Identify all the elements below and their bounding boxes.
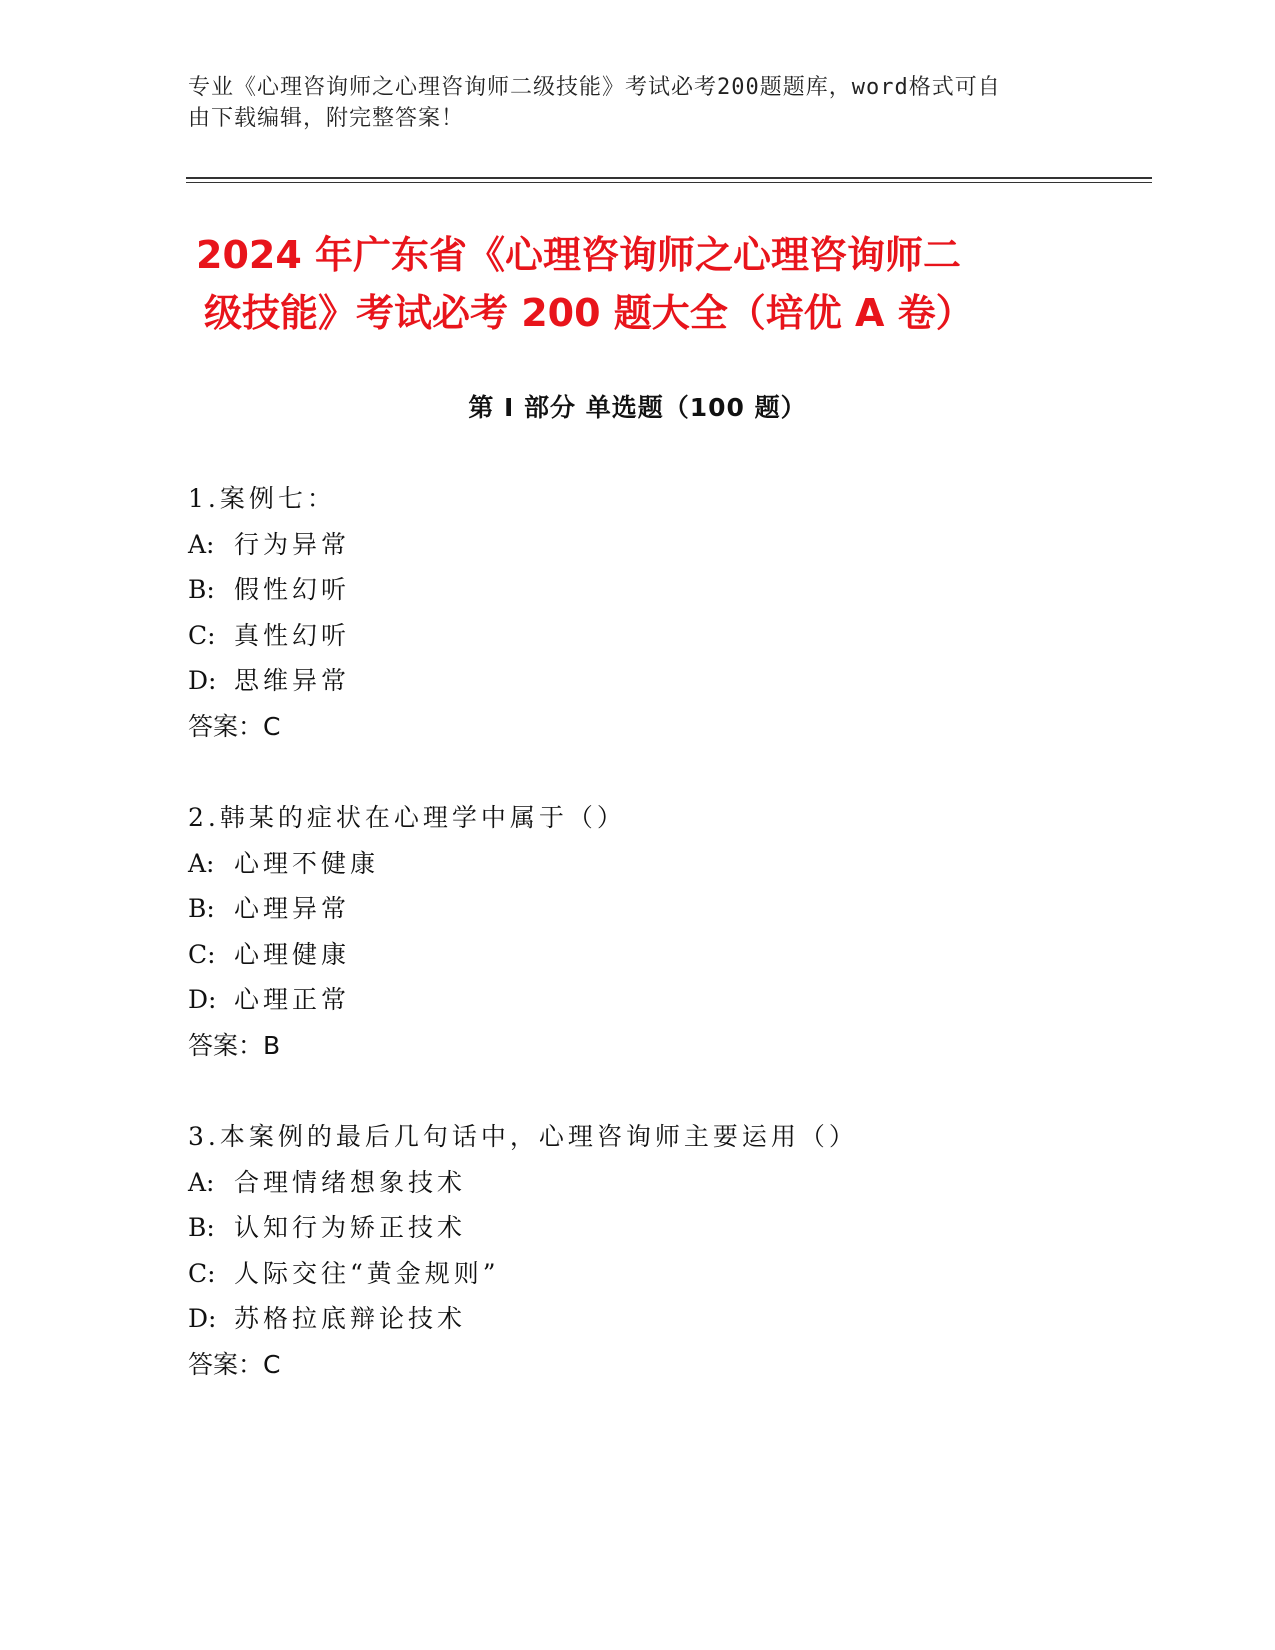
answer-label: 答案： — [188, 711, 264, 741]
option-d — [188, 977, 1088, 1023]
option-key: C: — [188, 939, 216, 969]
option-c — [188, 613, 1088, 659]
option-d — [188, 1296, 1088, 1342]
section-title: 第 I 部分 单选题（100 题） — [468, 393, 807, 422]
option-key: A: — [188, 848, 215, 878]
document-title — [196, 226, 1096, 342]
answer-value: B — [263, 1030, 281, 1060]
document-title-line-2: 级技能》考试必考 200 题大全（培优 A 卷） — [204, 291, 974, 335]
document-title-line-1: 2024 年广东省《心理咨询师之心理咨询师二 — [196, 233, 961, 277]
answer-label: 答案： — [188, 1349, 264, 1379]
option-key: A: — [188, 529, 215, 559]
header-note-line-2: 由下载编辑，附完整答案！ — [188, 106, 465, 131]
answer-label: 答案： — [188, 1030, 264, 1060]
header-note — [188, 72, 1088, 134]
answer-value: C — [263, 1349, 281, 1379]
option-text: 心理健康 — [234, 939, 351, 969]
question-stem: 1.案例七： — [188, 484, 336, 513]
option-b — [188, 886, 1088, 932]
option-a — [188, 841, 1088, 887]
option-text: 真性幻听 — [234, 620, 351, 650]
option-key: D: — [188, 666, 217, 695]
option-key: D: — [188, 985, 217, 1014]
option-d — [188, 658, 1088, 704]
option-text: 思维异常 — [234, 666, 351, 695]
header-note-line-1: 专业《心理咨询师之心理咨询师二级技能》考试必考200题题库，word格式可自 — [188, 75, 1001, 100]
question-3 — [188, 1114, 1088, 1387]
option-b — [188, 1205, 1088, 1251]
option-key: C: — [188, 1258, 216, 1288]
option-a — [188, 1160, 1088, 1206]
option-c — [188, 932, 1088, 978]
option-text: 心理不健康 — [234, 848, 380, 878]
question-1 — [188, 476, 1088, 749]
option-c — [188, 1251, 1088, 1297]
option-text: 苏格拉底辩论技术 — [234, 1304, 467, 1333]
question-stem: 3.本案例的最后几句话中，心理咨询师主要运用（） — [188, 1122, 858, 1151]
option-text: 假性幻听 — [234, 575, 351, 604]
option-a — [188, 522, 1088, 568]
answer-line — [188, 704, 1088, 750]
option-text: 人际交往“黄金规则” — [234, 1258, 500, 1288]
header-divider-thin — [186, 182, 1152, 183]
answer-line — [188, 1342, 1088, 1388]
option-key: B: — [188, 894, 215, 923]
option-key: A: — [188, 1167, 215, 1197]
question-stem: 2.韩某的症状在心理学中属于（） — [188, 803, 626, 832]
option-key: B: — [188, 1213, 215, 1242]
option-key: D: — [188, 1304, 217, 1333]
answer-value: C — [263, 711, 281, 741]
header-divider-thick — [186, 177, 1152, 179]
option-text: 合理情绪想象技术 — [234, 1167, 467, 1197]
option-text: 认知行为矫正技术 — [234, 1213, 467, 1242]
option-key: C: — [188, 620, 216, 650]
option-text: 心理正常 — [234, 985, 351, 1014]
option-key: B: — [188, 575, 215, 604]
question-list — [188, 476, 1088, 1433]
answer-line — [188, 1023, 1088, 1069]
question-2 — [188, 795, 1088, 1068]
option-text: 心理异常 — [234, 894, 351, 923]
option-b — [188, 567, 1088, 613]
option-text: 行为异常 — [234, 529, 351, 559]
